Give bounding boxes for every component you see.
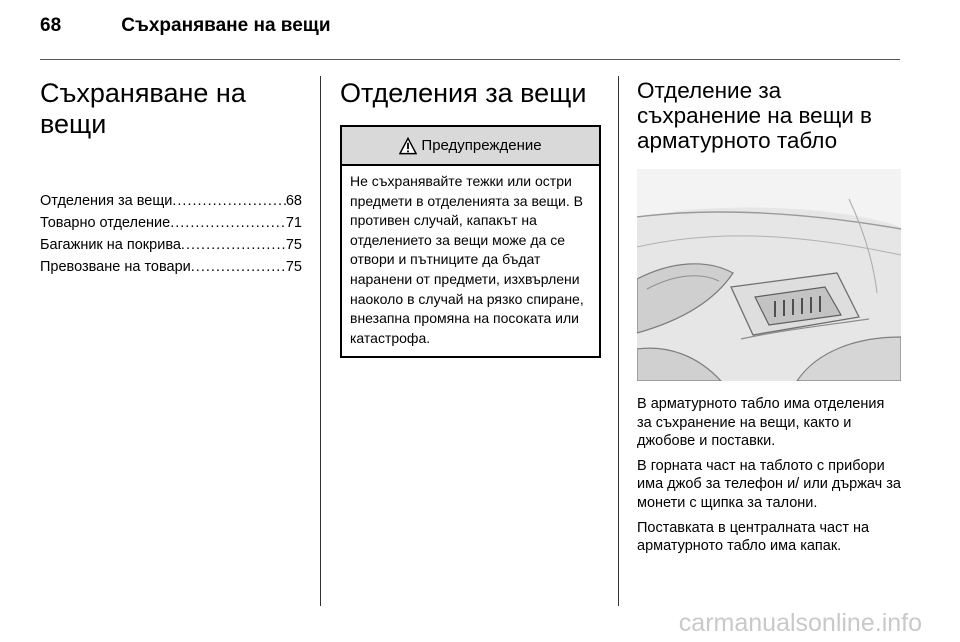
page-header [40, 14, 331, 38]
toc-entry-title: Превозване на товари [40, 259, 191, 275]
toc-entry[interactable] [40, 190, 302, 212]
toc-entry-page: 68 [285, 193, 302, 209]
left-column [40, 78, 302, 278]
right-column [637, 78, 901, 562]
toc-entry-title: Отделения за вещи [40, 193, 173, 209]
paragraph: В горната част на таблото с прибори има джоб за телефон и/ или държач за монети с щипка за талони. [637, 457, 901, 511]
column-divider-left [320, 76, 321, 606]
table-of-contents [40, 190, 302, 278]
toc-entry[interactable] [40, 234, 302, 256]
watermark: carmanualsonline.info [678, 609, 922, 637]
middle-column [340, 78, 602, 358]
toc-entry[interactable] [40, 212, 302, 234]
description-text [637, 395, 901, 556]
header-rule [40, 59, 900, 60]
warning-text: Не съхранявайте тежки или остри предмети в отделенията за вещи. В противен случай, капакът на отделението за вещи може да се отвори и пътниците да бъдат наранени от предмети, изхвърлени наоколо в случай на рязко спиране, внезапна промяна на посоката или катастрофа. [350, 173, 584, 346]
page-number: 68 [40, 15, 62, 36]
toc-entry-title: Багажник на покрива [40, 237, 181, 253]
instrument-panel-storage-illustration [637, 169, 901, 381]
toc-entry-page: 75 [285, 237, 302, 253]
toc-entry-title: Товарно отделение [40, 215, 171, 231]
warning-box [340, 125, 601, 358]
paragraph: Поставката в централната част на арматурното табло има капак. [637, 519, 870, 555]
toc-entry-page: 75 [285, 259, 302, 275]
toc-leader-dots [181, 234, 286, 256]
paragraph: В арматурното табло има отделения за съхранение на вещи, както и джобове и поставки. [637, 396, 885, 450]
toc-entry-page: 71 [285, 215, 302, 231]
warning-heading: Предупреждение [421, 137, 542, 154]
subsection-title: Отделение за съхранение на вещи в арматурното табло [637, 78, 872, 153]
section-title: Отделения за вещи [340, 78, 587, 108]
toc-leader-dots [170, 212, 286, 234]
toc-entry[interactable] [40, 256, 302, 278]
toc-leader-dots [172, 190, 285, 212]
warning-header [342, 127, 599, 166]
warning-triangle-icon [399, 137, 417, 155]
column-divider-right [618, 76, 619, 606]
running-chapter-title: Съхраняване на вещи [121, 15, 331, 36]
chapter-title: Съхраняване на вещи [40, 78, 246, 139]
toc-leader-dots [191, 256, 286, 278]
